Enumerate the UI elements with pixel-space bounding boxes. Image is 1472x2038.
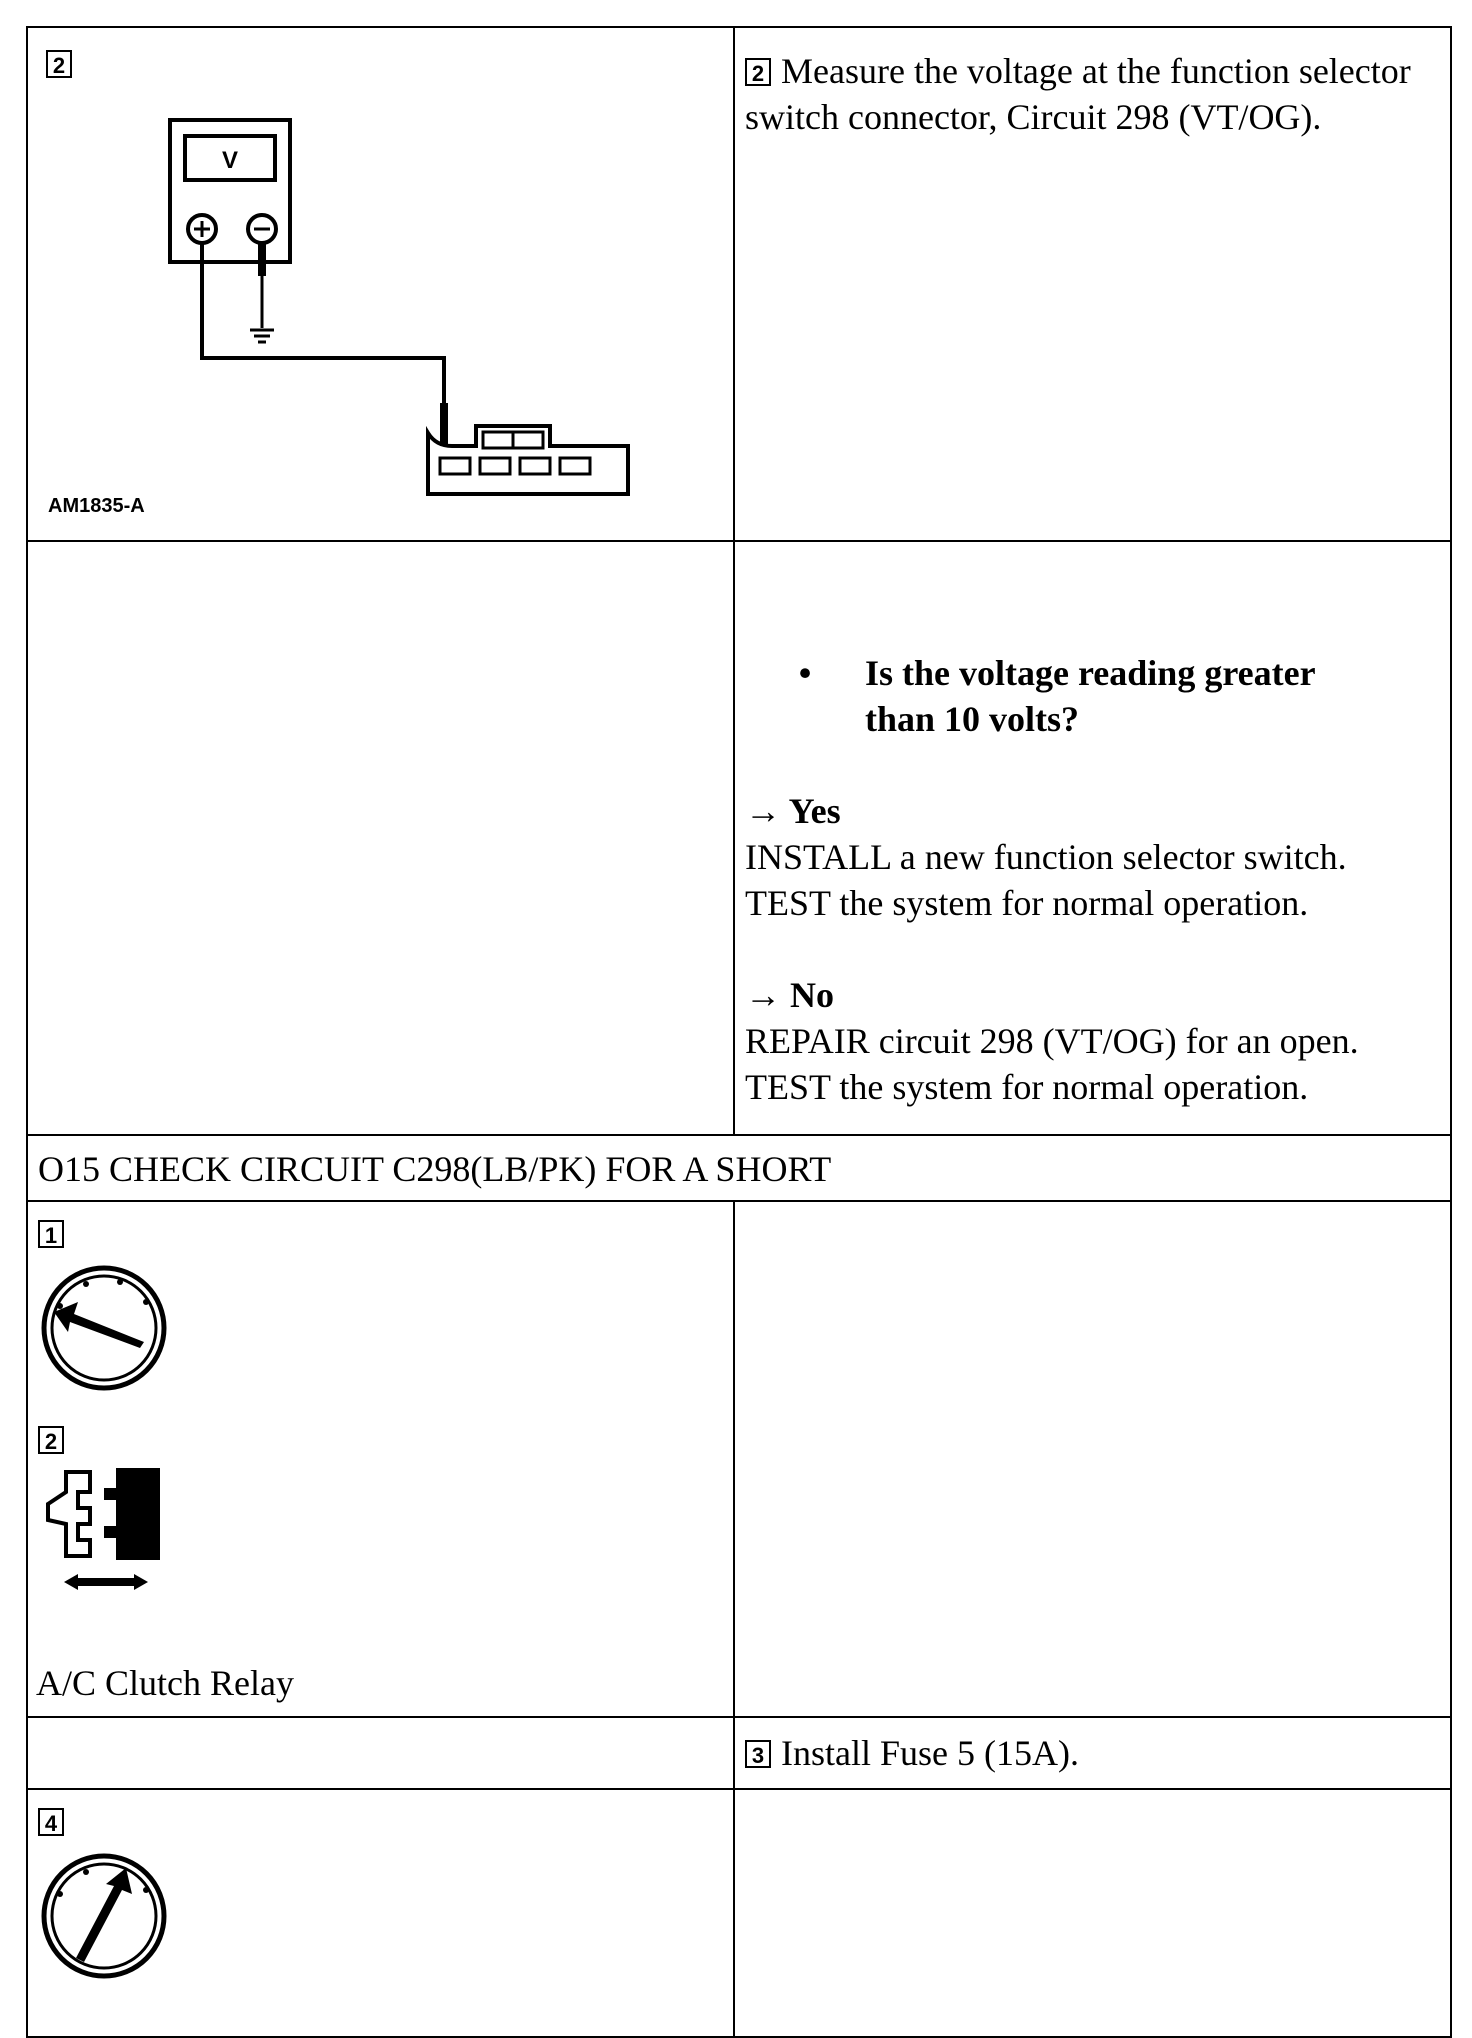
ignition-switch-run-icon xyxy=(34,1846,174,1986)
step-number: 2 xyxy=(745,58,771,86)
table-row xyxy=(27,1717,1451,1789)
instruction-cell xyxy=(734,27,1451,541)
voltmeter-connector-diagram xyxy=(28,28,733,542)
empty-cell xyxy=(27,541,734,1135)
table-row xyxy=(27,541,1451,1135)
instruction-cell xyxy=(734,1717,1451,1789)
table-row xyxy=(27,27,1451,541)
step-number: 3 xyxy=(745,1740,771,1768)
result-cell xyxy=(734,541,1451,1135)
disconnect-connector-icon xyxy=(34,1464,184,1594)
relay-label: A/C Clutch Relay xyxy=(36,1663,294,1703)
instruction-text: Measure the voltage at the function selector switch connector, Circuit 298 (VT/OG). xyxy=(745,51,1411,137)
diagnostic-table xyxy=(26,26,1452,2038)
connector-icon xyxy=(428,426,628,494)
table-row xyxy=(27,1201,1451,1717)
meter-letter: V xyxy=(221,147,239,174)
yes-answer xyxy=(745,788,1440,926)
no-action-1: REPAIR circuit 298 (VT/OG) for an open. xyxy=(745,1021,1359,1061)
yes-action-1: INSTALL a new function selector switch. xyxy=(745,837,1347,877)
section-heading-cell xyxy=(27,1135,1451,1201)
bullet-icon: • xyxy=(798,653,812,693)
diagram-label: AM1835-A xyxy=(48,495,145,517)
step-number: 2 xyxy=(46,50,72,78)
question-text: Is the voltage reading greater than 10 volts? xyxy=(865,653,1316,739)
step-number: 4 xyxy=(38,1808,64,1836)
question-line xyxy=(745,650,1440,742)
no-action-2: TEST the system for normal operation. xyxy=(745,1067,1309,1107)
ignition-switch-off-icon xyxy=(34,1258,174,1398)
diagram-cell-voltmeter xyxy=(27,27,734,541)
no-answer xyxy=(745,972,1440,1110)
step-number: 2 xyxy=(38,1426,64,1454)
instruction-text: Install Fuse 5 (15A). xyxy=(781,1733,1079,1773)
voltmeter-icon xyxy=(170,120,290,262)
empty-cell xyxy=(734,1201,1451,1717)
table-row xyxy=(27,1789,1451,2037)
yes-action-2: TEST the system for normal operation. xyxy=(745,883,1309,923)
yes-label: → Yes xyxy=(745,791,841,831)
diagram-cell-ignition xyxy=(27,1789,734,2037)
section-heading: O15 CHECK CIRCUIT C298(LB/PK) FOR A SHORT xyxy=(38,1149,832,1189)
diagram-cell-relay xyxy=(27,1201,734,1717)
empty-cell xyxy=(734,1789,1451,2037)
diagnostic-page xyxy=(26,26,1446,1998)
table-row xyxy=(27,1135,1451,1201)
step-number: 1 xyxy=(38,1220,64,1248)
no-label: → No xyxy=(745,975,834,1015)
ground-icon xyxy=(250,243,274,342)
empty-cell xyxy=(27,1717,734,1789)
